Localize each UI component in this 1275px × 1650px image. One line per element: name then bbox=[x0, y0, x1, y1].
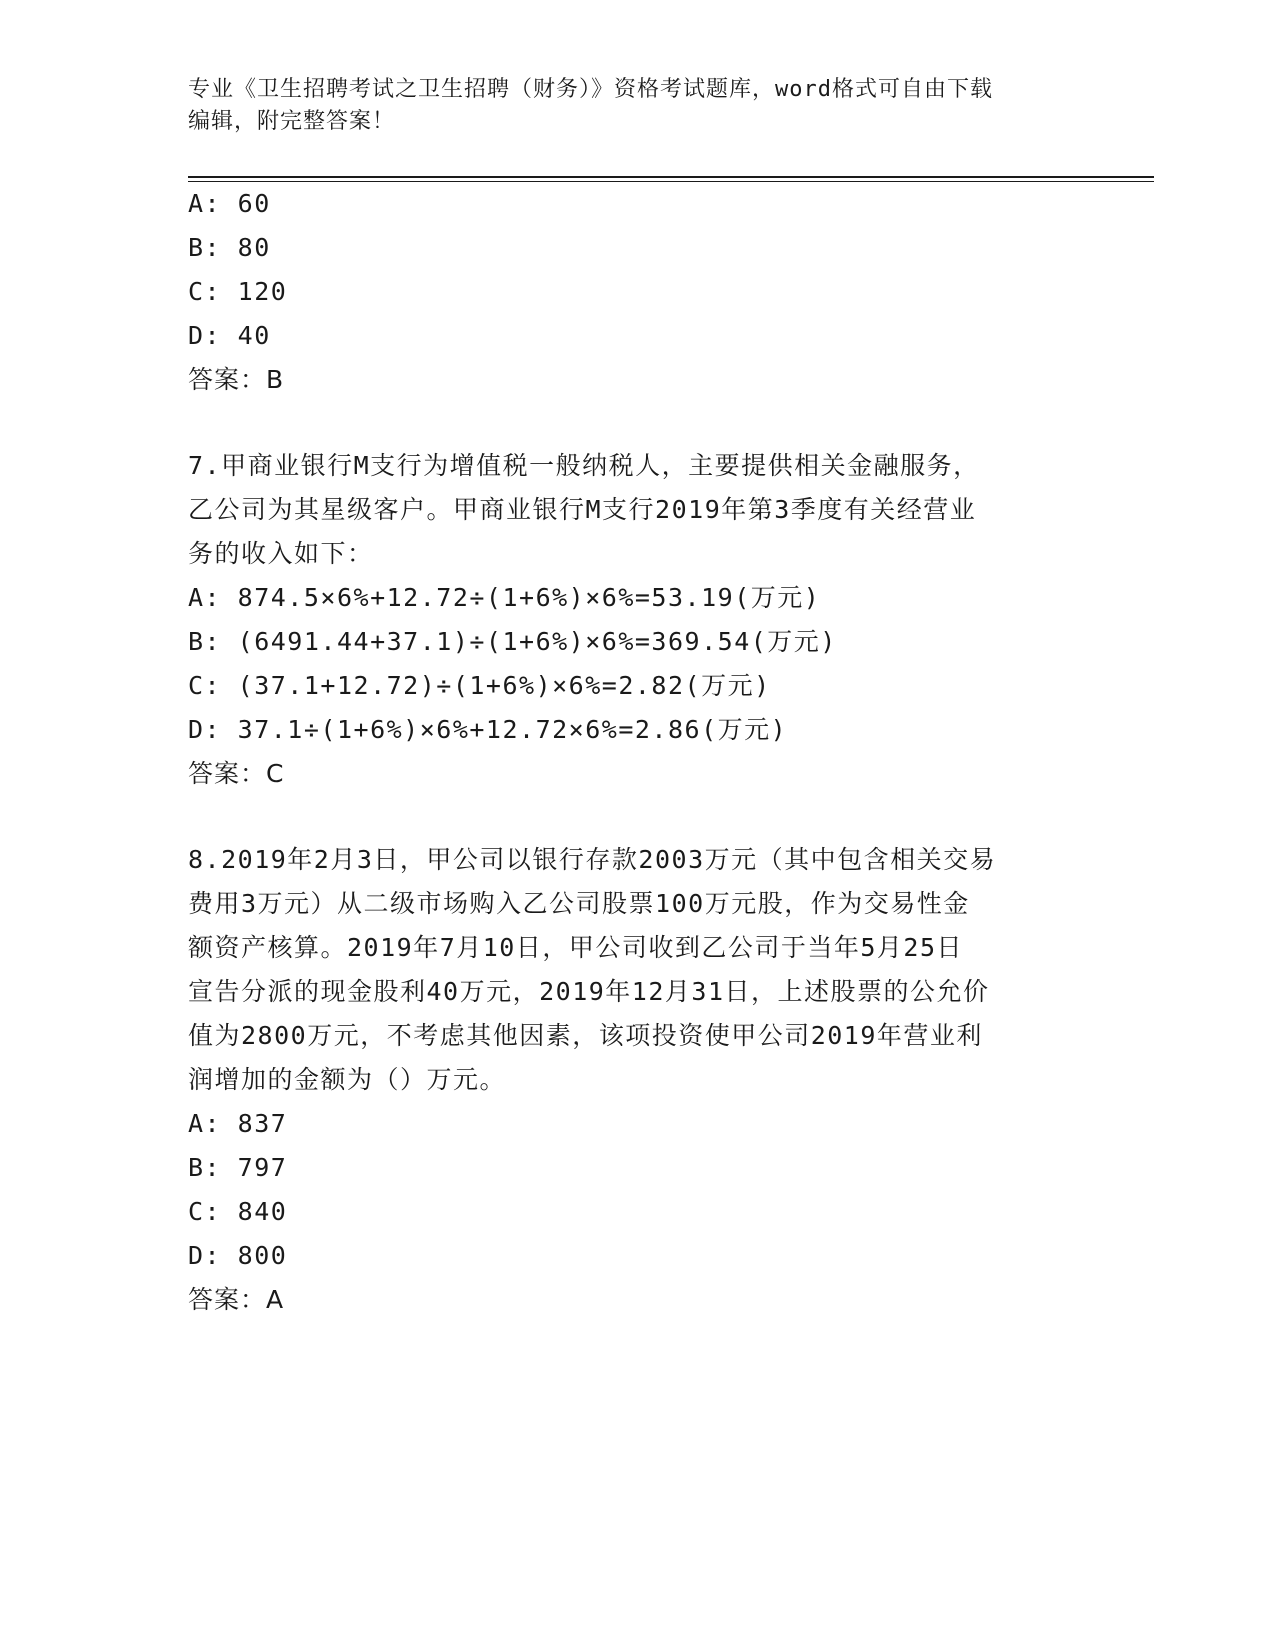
question-stem-line: 务的收入如下： bbox=[188, 539, 374, 568]
question-stem-line: 宣告分派的现金股利40万元，2019年12月31日，上述股票的公允价 bbox=[188, 977, 990, 1006]
option-a: A: 874.5×6%+12.72÷(1+6%)×6%=53.19(万元) bbox=[188, 583, 821, 612]
option-c: C: 840 bbox=[188, 1197, 288, 1226]
option-c: C: 120 bbox=[188, 277, 288, 306]
header-divider-thin bbox=[188, 181, 1154, 182]
question-stem-line: 值为2800万元，不考虑其他因素，该项投资使甲公司2019年营业利 bbox=[188, 1021, 983, 1050]
answer: 答案：A bbox=[188, 1285, 285, 1314]
answer: 答案：B bbox=[188, 365, 285, 394]
option-d: D: 40 bbox=[188, 321, 271, 350]
option-b: B: (6491.44+37.1)÷(1+6%)×6%=369.54(万元) bbox=[188, 627, 837, 656]
option-d: D: 37.1÷(1+6%)×6%+12.72×6%=2.86(万元) bbox=[188, 715, 788, 744]
option-c: C: (37.1+12.72)÷(1+6%)×6%=2.82(万元) bbox=[188, 671, 771, 700]
question-stem-line: 润增加的金额为（）万元。 bbox=[188, 1065, 507, 1094]
header-divider bbox=[188, 176, 1154, 178]
option-b: B: 80 bbox=[188, 233, 271, 262]
option-b: B: 797 bbox=[188, 1153, 288, 1182]
header-line-2: 编辑，附完整答案！ bbox=[188, 109, 396, 134]
option-a: A: 60 bbox=[188, 189, 271, 218]
header-line-1: 专业《卫生招聘考试之卫生招聘（财务）》资格考试题库，word格式可自由下载 bbox=[188, 77, 993, 102]
option-d: D: 800 bbox=[188, 1241, 288, 1270]
question-stem-line: 7.甲商业银行M支行为增值税一般纳税人，主要提供相关金融服务， bbox=[188, 451, 980, 480]
question-stem-line: 8.2019年2月3日，甲公司以银行存款2003万元（其中包含相关交易 bbox=[188, 845, 997, 874]
answer: 答案：C bbox=[188, 759, 285, 788]
question-stem-line: 费用3万元）从二级市场购入乙公司股票100万元股，作为交易性金 bbox=[188, 889, 970, 918]
question-stem-line: 额资产核算。2019年7月10日，甲公司收到乙公司于当年5月25日 bbox=[188, 933, 964, 962]
question-stem-line: 乙公司为其星级客户。甲商业银行M支行2019年第3季度有关经营业 bbox=[188, 495, 977, 524]
option-a: A: 837 bbox=[188, 1109, 288, 1138]
